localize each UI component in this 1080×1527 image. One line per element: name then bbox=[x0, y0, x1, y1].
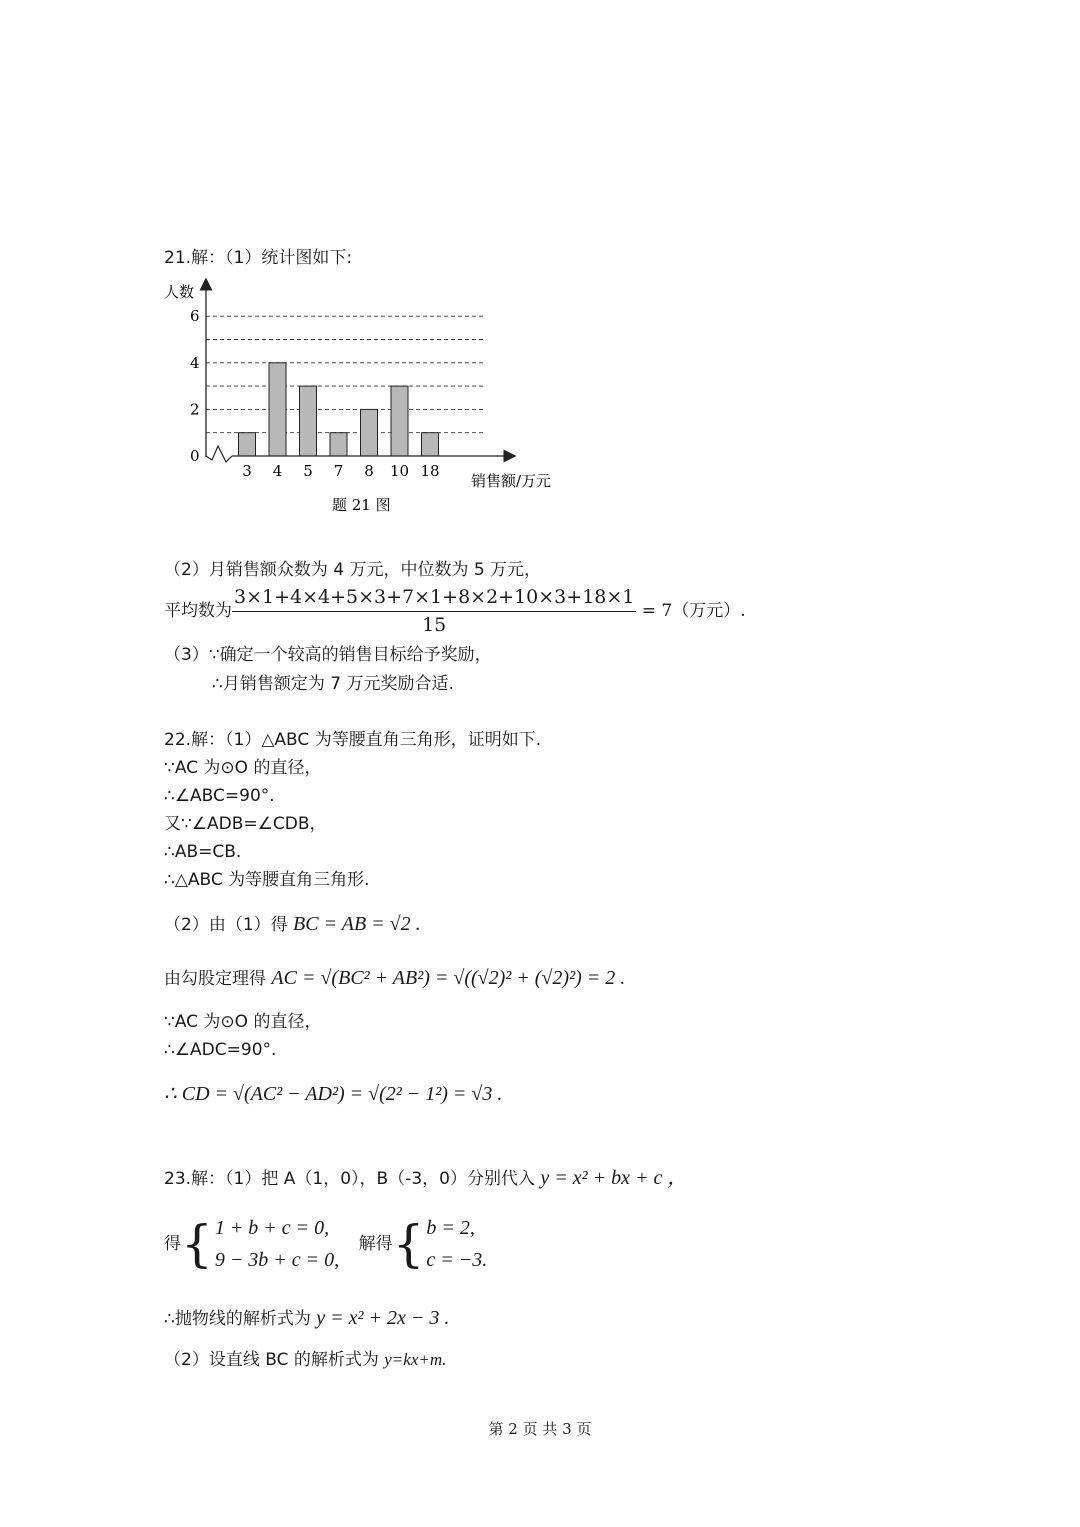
q23-line2 bbox=[164, 1212, 487, 1276]
system-1 bbox=[215, 1212, 339, 1276]
q22-line9: ∵AC 为⊙O 的直径， bbox=[164, 1012, 322, 1032]
q21-part2-line1: （2）月销售额众数为 4 万元，中位数为 5 万元， bbox=[164, 560, 542, 580]
axis-break bbox=[206, 446, 232, 462]
q22-line10: ∴∠ADC=90°. bbox=[164, 1040, 277, 1060]
system-1-eq1: 1 + b + c = 0, bbox=[214, 1217, 330, 1239]
system-2 bbox=[426, 1212, 487, 1276]
page-footer: 第 2 页 共 3 页 bbox=[488, 1420, 592, 1438]
bar bbox=[422, 433, 439, 456]
q21-part3-line1: （3）∵确定一个较高的销售目标给予奖励， bbox=[164, 645, 492, 665]
q23-de: 得 bbox=[164, 1233, 181, 1254]
y-tick-label: 0 bbox=[190, 447, 200, 465]
mean-prefix: 平均数为 bbox=[164, 600, 232, 621]
q22-line4: 又∵∠ADB=∠CDB， bbox=[164, 814, 327, 834]
q22-line7 bbox=[164, 912, 421, 936]
x-tick-label: 18 bbox=[420, 462, 440, 480]
q23-jiede: 解得 bbox=[358, 1233, 393, 1254]
y-tick-label: 6 bbox=[190, 307, 200, 326]
q22-line2: ∵AC 为⊙O 的直径， bbox=[164, 758, 322, 778]
left-brace-2: { bbox=[392, 1215, 425, 1273]
left-brace-1: { bbox=[181, 1215, 213, 1273]
x-tick-label: 3 bbox=[242, 462, 252, 480]
bar bbox=[330, 433, 347, 456]
q23-line1-prefix: 23.解：（1）把 A（1，0），B（-3，0）分别代入 bbox=[164, 1169, 535, 1189]
q22-line7-prefix: （2）由（1）得 bbox=[164, 915, 288, 935]
system-1-eq2: 9 − 3b + c = 0, bbox=[214, 1249, 340, 1271]
system-2-eq1: b = 2, bbox=[426, 1217, 475, 1239]
bar bbox=[269, 363, 286, 456]
q22-line7-math: BC = AB = √2 . bbox=[293, 913, 421, 935]
bar bbox=[239, 433, 256, 456]
q23-line3 bbox=[164, 1306, 449, 1330]
x-tick-label: 4 bbox=[272, 462, 283, 480]
q22-line8-prefix: 由勾股定理得 bbox=[164, 969, 266, 989]
y-axis-label: 人数 bbox=[164, 283, 195, 301]
bar-chart bbox=[160, 278, 580, 523]
q23-line3-prefix: ∴抛物线的解析式为 bbox=[164, 1309, 311, 1329]
q23-line1-math: y = x² + bx + c ， bbox=[540, 1167, 688, 1189]
chart-caption: 题 21 图 bbox=[332, 496, 391, 514]
q22-line11-math: ∴ CD = √(AC² − AD²) = √(2² − 1²) = √3 . bbox=[164, 1083, 503, 1105]
y-tick-label: 2 bbox=[190, 400, 200, 419]
bar bbox=[361, 409, 378, 456]
x-tick-label: 7 bbox=[333, 462, 344, 480]
q23-line4 bbox=[164, 1350, 446, 1370]
q23-line4-math: y=kx+m. bbox=[384, 1350, 447, 1369]
q23-line1 bbox=[164, 1166, 687, 1190]
bar bbox=[300, 386, 317, 456]
q23-line4-prefix: （2）设直线 BC 的解析式为 bbox=[164, 1350, 379, 1370]
q22-line5: ∴AB=CB. bbox=[164, 842, 242, 862]
q21-header: 21.解：（1）统计图如下: bbox=[164, 248, 353, 268]
q22-line8 bbox=[164, 966, 625, 990]
x-axis-label: 销售额/万元 bbox=[471, 472, 552, 490]
y-tick-label: 4 bbox=[190, 353, 200, 372]
x-tick-label: 8 bbox=[364, 462, 374, 480]
q22-line6: ∴△ABC 为等腰直角三角形. bbox=[164, 870, 370, 890]
mean-fraction bbox=[232, 586, 636, 637]
q22-line8-math: AC = √(BC² + AB²) = √((√2)² + (√2)²) = 2 . bbox=[271, 967, 626, 989]
q21-mean-line bbox=[164, 586, 746, 637]
q22-line11 bbox=[164, 1082, 502, 1106]
q22-line3: ∴∠ABC=90°. bbox=[164, 786, 275, 806]
q21-part3-line2: ∴月销售额定为 7 万元奖励合适. bbox=[212, 674, 454, 694]
bar bbox=[391, 386, 408, 456]
mean-result: = 7（万元）. bbox=[641, 600, 746, 621]
x-tick-label: 5 bbox=[303, 462, 313, 480]
x-tick-label: 10 bbox=[389, 462, 410, 480]
q23-line3-math: y = x² + 2x − 3 . bbox=[316, 1307, 450, 1329]
system-2-eq2: c = −3. bbox=[426, 1249, 488, 1271]
mean-denominator: 15 bbox=[422, 613, 447, 636]
q22-line1: 22.解：（1）△ABC 为等腰直角三角形，证明如下. bbox=[164, 730, 542, 750]
mean-numerator: 3×1+4×4+5×3+7×1+8×2+10×3+18×1 bbox=[232, 586, 636, 612]
